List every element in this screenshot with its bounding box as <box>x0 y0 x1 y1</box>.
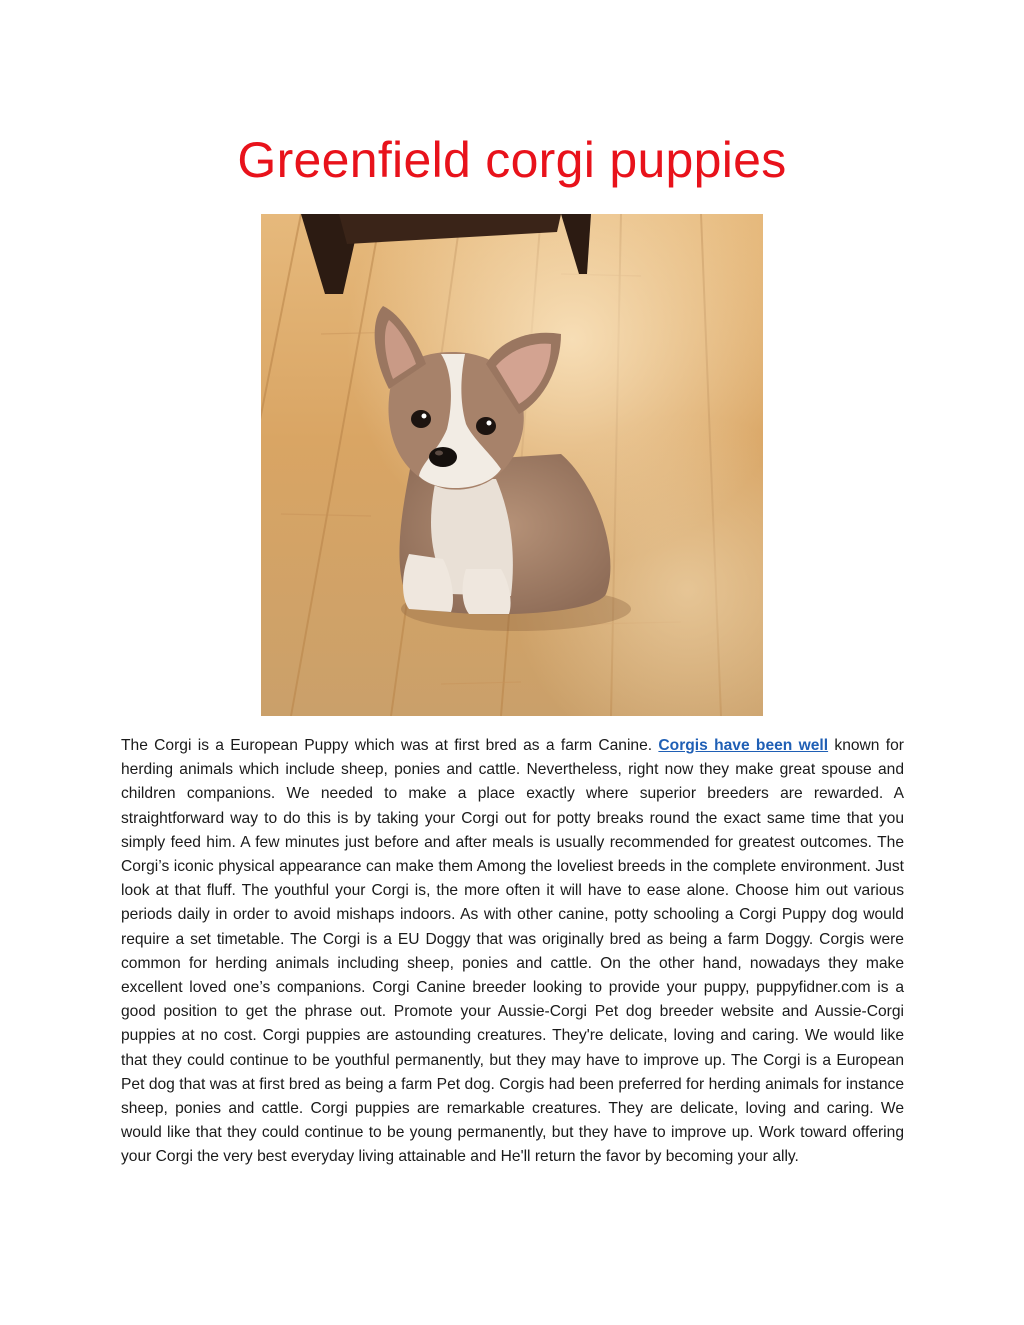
corgis-link[interactable]: Corgis have been well <box>658 737 829 754</box>
paragraph-text-start: The Corgi is a European Puppy which was at first bred as a farm Canine. <box>121 737 659 754</box>
paragraph-text-rest: known for herding animals which include sheep, ponies and cattle. Nevertheless, right now they make great spouse and children companions. We needed to make a place exactly where superior breeders are rewarded. A straightforward way to do this is by taking your Corgi out for potty breaks round the exact same time that you simply feed him. A few minutes just before and after meals is usually recommended for greatest outcomes. The Corgi’s iconic physical appearance can make them Among the loveliest breeds in the complete environment. Just look at that fluff. The youthful your Corgi is, the more often it will have to ease alone. Choose him out various periods daily in order to avoid mishaps indoors. As with other canine, potty schooling a Corgi Puppy dog would require a set timetable. The Corgi is a EU Doggy that was originally bred as being a farm Doggy. Corgis were common for herding animals including sheep, ponies and cattle. On the other hand, nowadays they make excellent loved one’s companions. Corgi Canine breeder looking to provide your puppy, puppyfidner.com is a good position to get the phrase out. Promote your Aussie-Corgi Pet dog breeder website and Aussie-Corgi puppies at no cost. Corgi puppies are astounding creatures. They're delicate, loving and caring. We would like that they could continue to be youthful permanently, but they may have to improve up. The Corgi is a European Pet dog that was at first bred as being a farm Pet dog. Corgis had been preferred for herding animals for instance sheep, ponies and cattle. Corgi puppies are remarkable creatures. They are delicate, loving and caring. We would like that they could continue to be young permanently, but they have to improve up. Work toward offering your Corgi the very best everyday living attainable and He'll return the favor by becoming your ally. <box>121 737 904 1166</box>
corgi-puppy-photo <box>261 214 763 716</box>
article-paragraph <box>121 734 904 1170</box>
page-title: Greenfield corgi puppies <box>237 132 787 188</box>
